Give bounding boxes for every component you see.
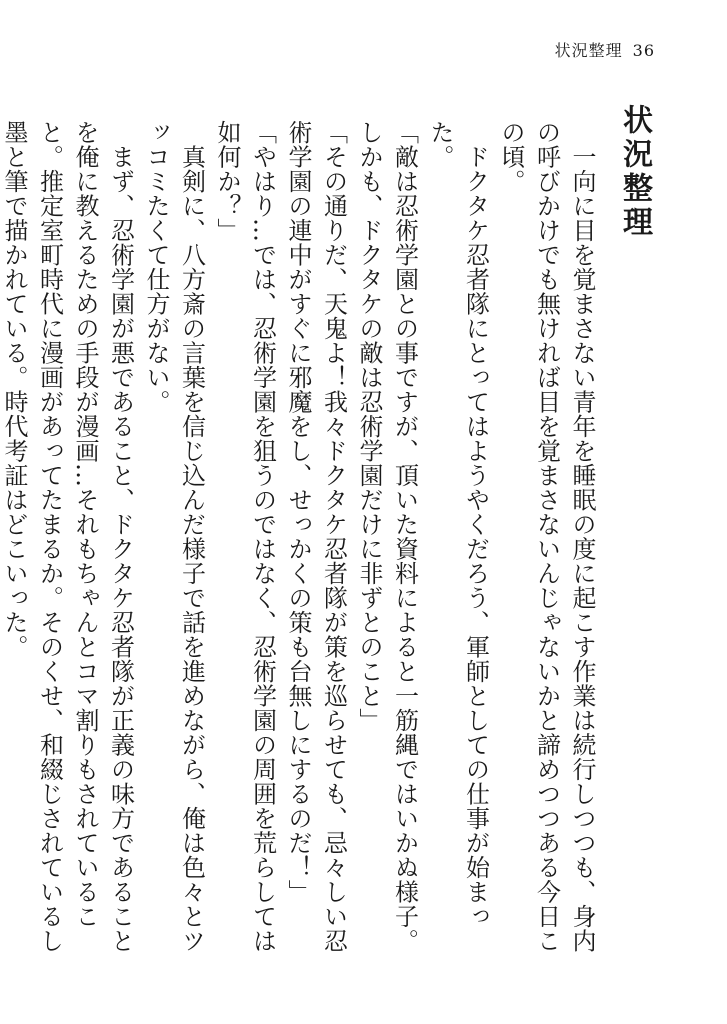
body-text	[0, 120, 599, 960]
paragraph: まず、忍術学園が悪であること、ドクタケ忍者隊が正義の味方であることを俺に教えるための手段が漫画…それもちゃんとコマ割りもされていること。推定室町時代に漫画があってたまるか。そのくせ、和綴じされているし墨と筆で描かれている。時代考証はどこいった。	[0, 120, 135, 953]
paragraph: ドクタケ忍者隊にとってはようやくだろう、軍師としての仕事が始まった。	[426, 120, 490, 929]
running-header	[555, 38, 655, 61]
paragraph: 真剣に、八方斎の言葉を信じ込んだ様子で話を進めながら、俺は色々とツッコミたくて仕方がない。	[142, 120, 206, 953]
paragraph: 「敵は忍術学園との事ですが、頂いた資料によると一筋縄ではいかぬ様子。しかも、ドクタケの敵は忍術学園だけに非ずとのこと」	[355, 120, 419, 953]
paragraph: 一向に目を覚まさない青年を睡眠の度に起こす作業は続行しつつも、身内の呼びかけでも無ければ目を覚まさないんじゃないかと諦めつつある今日この頃。	[497, 120, 596, 953]
chapter-title: 状況整理	[617, 104, 652, 240]
paragraph: 「やはり…では、忍術学園を狙うのではなく、忍術学園の周囲を荒らしては如何か？」	[213, 120, 277, 953]
paragraph: 「その通りだ、天鬼よ！我々ドクタケ忍者隊が策を巡らせても、忌々しい忍術学園の連中がすぐに邪魔をし、せっかくの策も台無しにするのだ！」	[284, 120, 348, 953]
page-number: 36	[632, 41, 655, 60]
running-header-title: 状況整理	[554, 41, 623, 60]
